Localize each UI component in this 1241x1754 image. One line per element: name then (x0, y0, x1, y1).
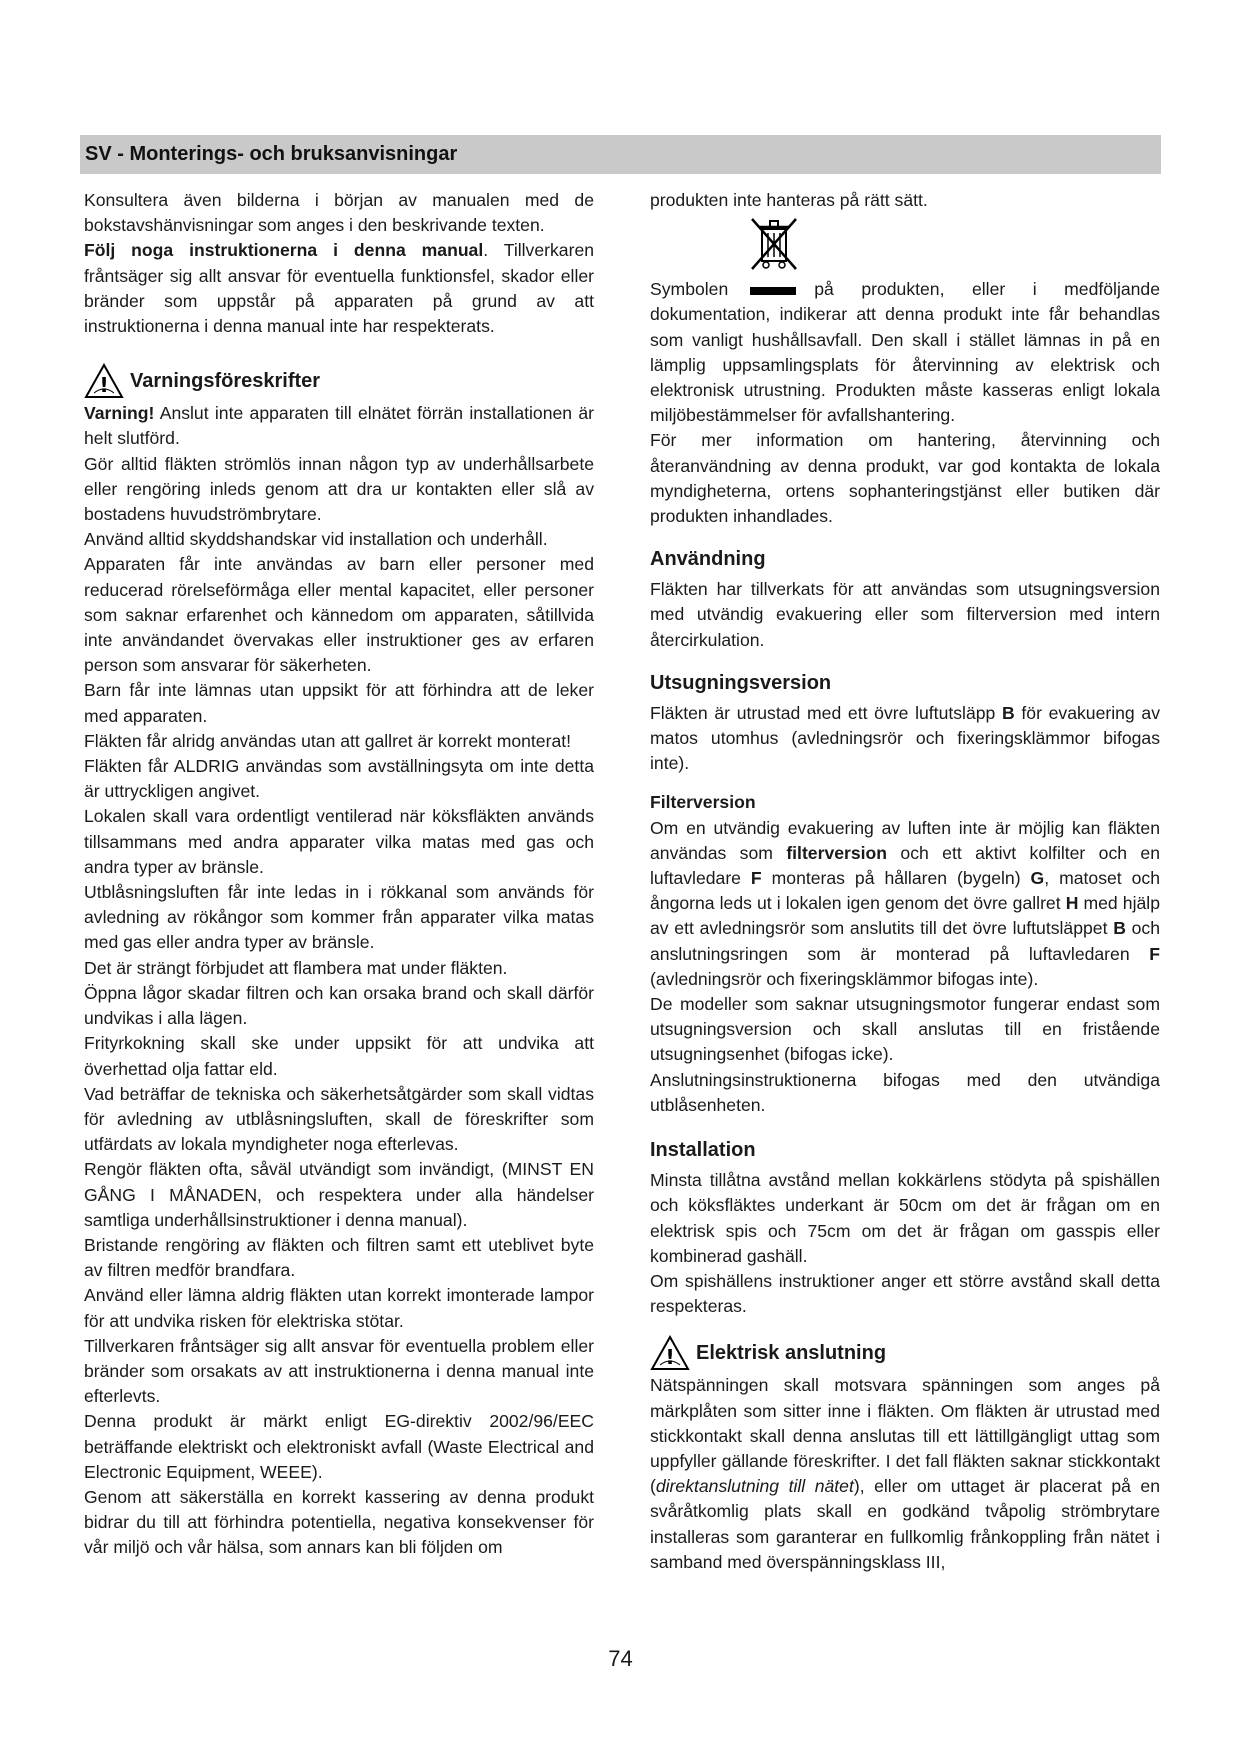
list-item: Frityrkokning skall ske under uppsikt för att undvika att överhettad olja fattar eld. (84, 1033, 594, 1079)
usage-heading: Användning (650, 548, 766, 571)
warning-icon (84, 363, 124, 399)
more-info-paragraph: För mer information om hantering, återvinning och återanvändning av denna produkt, var god kontakta de lokala myndigheterna, ortens sophanteringstjänst eller butiken där produkten inhandlades. (650, 430, 1160, 527)
list-item: Vad beträffar de tekniska och säkerhetsåtgärder som skall vidtas för avledning av utblåsningsluften, skall de föreskrifter som utfärdats av lokala myndigheter noga efterlevas. (84, 1083, 594, 1155)
intro-instructions: Följ noga instruktionerna i denna manual. Tillverkaren fråntsäger sig allt ansvar för eventuella funktionsfel, skador eller bränder som uppstår på apparaten på grund av att instruktionerna i denna manual inte har respekterats. (84, 240, 595, 337)
list-item: Genom att säkerställa en korrekt kassering av denna produkt bidrar du till att förhindra potentiella, negativa konsekvenser för vår miljö och vår hälsa, som annars kan bli följden om (84, 1486, 594, 1558)
installation-heading: Installation (650, 1139, 756, 1162)
page-number: 74 (608, 1646, 633, 1671)
installation-paragraph: Minsta tillåtna avstånd mellan kokkärlens stödyta på spishällen och köksfläktes underkant är 50cm om det är frågan om en elektrisk spis och 75cm om det är frågan om gasspis eller kombinerad gashäll. (650, 1170, 1160, 1266)
electrical-heading: ! Elektrisk anslutning (650, 1335, 1160, 1371)
electrical-paragraph: Nätspänningen skall motsvara spänningen som anges på märkplåten som sitter inne i fläkten. Om fläkten är utrustad med stickkontakt skall denna anslutas till ett lättillgängligt uttag som uppfyller gällande föreskrifter. I det fall fläkten saknar stickkontakt (direktanslutning till nätet), eller om uttaget är placerat på en svåråtkomlig plats skall en godkänd tvåpolig strömbrytare installeras som garanterar en fullkomlig frånkoppling från nätet i samband med överspänningsklass III, (650, 1375, 1160, 1572)
list-item: Öppna lågor skadar filtren och kan orsaka brand och skall därför undvikas i alla lägen. (84, 982, 594, 1029)
page-title: SV - Monterings- och bruksanvisningar (85, 143, 458, 165)
list-item: Barn får inte lämnas utan uppsikt för att förhindra att de leker med apparaten. (84, 680, 594, 726)
warning-heading: ! Varningsföreskrifter (84, 363, 594, 399)
filter-paragraph: Om en utvändig evakuering av luften inte är möjlig kan fläkten användas som filterversion och ett aktivt kolfilter och en luftavledare F monteras på hållaren (bygeln) G, matoset och ångorna leds ut i lokalen igen genom det övre gallret H med hjälp av ett avledningsrör som anslutits till det övre luftutsläppet B och anslutningsringen som är monterad på luftavledaren F (avledningsrör och fixeringsklämmor bifogas inte). (650, 817, 1160, 989)
intro-paragraph: Konsultera även bilderna i början av manualen med de bokstavshänvisningar som anges i den beskrivande texten. (84, 190, 594, 236)
list-item: Fläkten får alridg användas utan att gallret är korrekt monterat! (84, 730, 572, 751)
models-paragraph: De modeller som saknar utsugningsmotor fungerar endast som utsugningsversion och skall anslutas till en fristående utsugningsenhet (bifogas icke). (650, 994, 1160, 1065)
list-item: Fläkten får ALDRIG användas som avställningsyta om inte detta är uttryckligen angivet. (84, 756, 594, 802)
list-item: Apparaten får inte användas av barn eller personer med reducerad rörelseförmåga eller mental kapacitet, eller personer som saknar erfarenhet och kännedom om apparaten, såtillvida inte användandet övervakas eller instruktioner ges av erfaren person som ansvarar för säkerheten. (84, 554, 594, 676)
warning-icon (650, 1335, 690, 1371)
installation-paragraph-2: Om spishällens instruktioner anger ett större avstånd skall detta respekteras. (650, 1270, 1160, 1317)
filter-heading: Filterversion (650, 792, 756, 813)
crossed-bin-icon (746, 215, 802, 273)
list-item: Gör alltid fläkten strömlös innan någon typ av underhållsarbete eller rengöring inleds genom att dra ur kontakten eller slå av bostadens huvudströmbrytare. (84, 453, 594, 525)
black-bar-symbol (750, 287, 796, 295)
list-item: Utblåsningsluften får inte ledas in i rökkanal som används för avledning av rökångor som kommer från apparater vilka matas med gas eller andra typer av bränsle. (84, 882, 594, 953)
list-item: Rengör fläkten ofta, såväl utvändigt som invändigt, (MINST EN GÅNG I MÅNADEN, och respektera under alla händelser samtliga underhållsinstruktioner i denna manual). (84, 1159, 594, 1230)
list-item: Använd eller lämna aldrig fläkten utan korrekt imonterade lampor för att undvika risken för elektriska stötar. (84, 1285, 594, 1331)
right-column (650, 188, 1160, 1575)
list-item: Lokalen skall vara ordentligt ventilerad när köksfläkten används tillsammans med andra apparater vilka matas med gas och andra typer av bränsle. (84, 806, 594, 877)
svg-text:!: ! (99, 373, 109, 398)
section-header (80, 135, 1161, 174)
svg-text:!: ! (665, 1345, 675, 1370)
usage-paragraph: Fläkten har tillverkats för att användas som utsugningsversion med utvändig evakuering eller som filterversion med intern återcirkulation. (650, 579, 1160, 650)
continuation-paragraph: produkten inte hanteras på rätt sätt. (650, 190, 928, 210)
list-item: Använd alltid skyddshandskar vid installation och underhåll. (84, 529, 548, 550)
list-item: Det är strängt förbjudet att flambera mat under fläkten. (84, 957, 508, 978)
extraction-heading: Utsugningsversion (650, 671, 832, 694)
list-item: Denna produkt är märkt enligt EG-direktiv 2002/96/EEC beträffande elektriskt och elektroniskt avfall (Waste Electrical and Electronic Equipment, WEEE). (84, 1411, 594, 1482)
weee-symbol (650, 215, 1160, 277)
extraction-paragraph: Fläkten är utrustad med ett övre luftutsläpp B för evakuering av matos utomhus (avledningsrör och fixeringsklämmor bifogas inte). (650, 702, 1160, 774)
warning-paragraph: Varning! Anslut inte apparaten till elnätet förrän installationen är helt slutförd. (84, 403, 594, 449)
symbol-paragraph: Symbolen på produkten, eller i medföljande dokumentation, indikerar att denna produkt inte får behandlas som vanligt hushållsavfall. Den skall i stället lämnas in på en lämplig uppsamlingsplats för återvinning av elektrisk och elektronisk utrustning. Produkten måste kasseras enligt lokala miljöbestämmelser för avfallshantering. (650, 279, 1160, 426)
list-item: Bristande rengöring av fläkten och filtren samt ett uteblivet byte av filtren medför brandfara. (84, 1234, 594, 1281)
left-column (84, 188, 594, 1561)
connection-paragraph: Anslutningsinstruktionerna bifogas med den utvändiga utblåsenheten. (650, 1069, 1160, 1115)
list-item: Tillverkaren fråntsäger sig allt ansvar för eventuella problem eller bränder som orsakats av att instruktionerna i denna manual inte efterlevts. (84, 1335, 594, 1407)
